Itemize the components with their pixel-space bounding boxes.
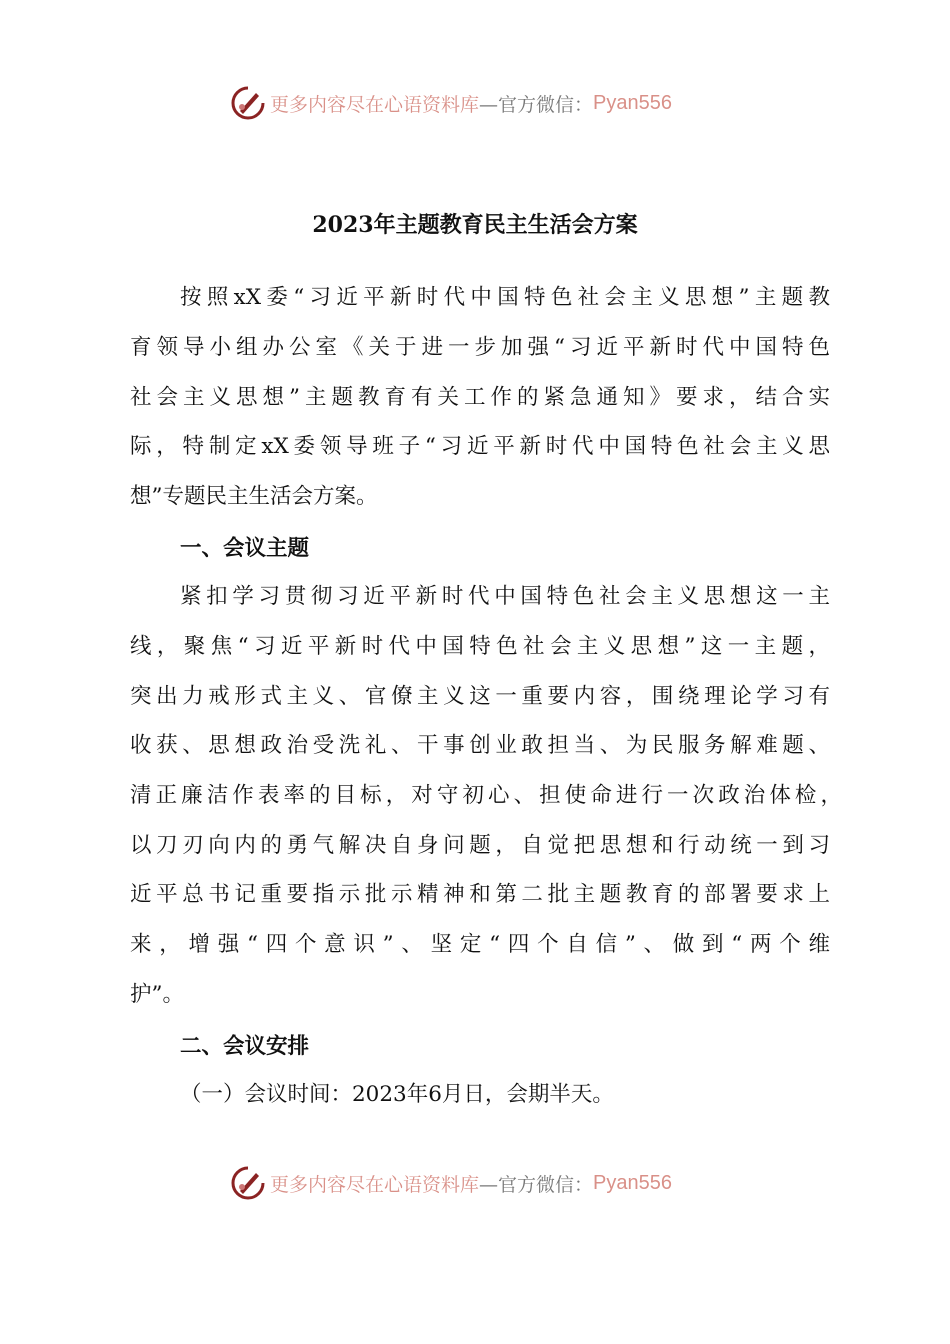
paragraph-line: 线，聚焦“习近平新时代中国特色社会主义思想”这一主题，: [130, 634, 830, 659]
paragraph-line: 紧扣学习贯彻习近平新时代中国特色社会主义思想这一主: [180, 584, 830, 609]
watermark-label: —官方微信：: [479, 93, 594, 116]
section-heading: 一、会议主题: [180, 536, 310, 561]
paragraph-line: 清正廉洁作表率的目标，对守初心、担使命进行一次政治体检，: [130, 783, 842, 808]
paragraph-line: 来，增强“四个意识”、坚定“四个自信”、做到“两个维: [130, 932, 830, 957]
watermark-text: 更多内容尽在心语资料库: [270, 93, 480, 116]
paragraph-line: 社会主义思想”主题教育有关工作的紧急通知》要求，结合实: [130, 385, 830, 410]
watermark-footer: [230, 1163, 672, 1203]
pen-logo-icon: [230, 1165, 266, 1201]
watermark-header: [230, 83, 672, 123]
paragraph-line: （一）会议时间：2023年6月日，会期半天。: [180, 1082, 614, 1107]
watermark-wechat-id: Pyan556: [593, 91, 672, 114]
paragraph-line: 收获、思想政治受洗礼、干事创业敢担当、为民服务解难题、: [130, 733, 830, 758]
paragraph-line: 际，特制定xX委领导班子“习近平新时代中国特色社会主义思: [130, 434, 830, 459]
watermark-label: —官方微信：: [479, 1173, 594, 1196]
paragraph-line: 突出力戒形式主义、官僚主义这一重要内容，围绕理论学习有: [130, 684, 830, 709]
watermark-text: 更多内容尽在心语资料库: [270, 1173, 480, 1196]
paragraph-line: 以刀刃向内的勇气解决自身问题，自觉把思想和行动统一到习: [130, 833, 830, 858]
section-heading: 二、会议安排: [180, 1034, 310, 1059]
paragraph-line: 近平总书记重要指示批示精神和第二批主题教育的部署要求上: [130, 882, 830, 907]
paragraph-line: 按照xX委“习近平新时代中国特色社会主义思想”主题教: [180, 285, 830, 310]
paragraph-line: 护”。: [130, 982, 184, 1007]
pen-logo-icon: [230, 85, 266, 121]
watermark-wechat-id: Pyan556: [593, 1171, 672, 1194]
document-title: 2023年主题教育民主生活会方案: [312, 212, 638, 238]
paragraph-line: 想”专题民主生活会方案。: [130, 484, 378, 509]
paragraph-line: 育领导小组办公室《关于进一步加强“习近平新时代中国特色: [130, 335, 830, 360]
